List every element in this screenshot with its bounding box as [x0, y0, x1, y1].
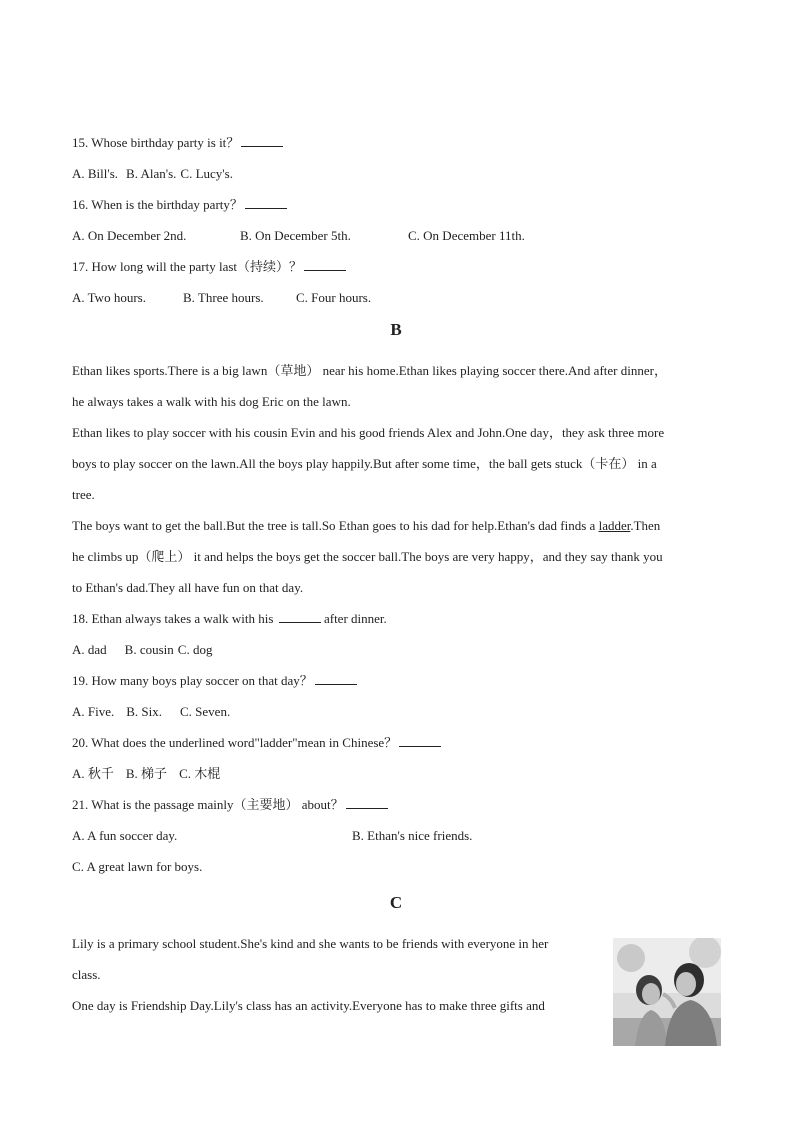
section-b-title: B [390, 320, 402, 339]
passage-b-line: Ethan likes sports.There is a big lawn（草地） near his home.Ethan likes playing soccer there.And after dinner， [72, 363, 667, 378]
passage-b-line: The boys want to get the ball.But the tree is tall.So Ethan goes to his dad for help.Ethan's dad finds a ladder.Then [72, 518, 661, 533]
options-15 [72, 164, 720, 195]
answer-blank [399, 733, 441, 747]
answer-blank [304, 257, 346, 271]
option-a: A. 秋千 [72, 766, 114, 781]
answer-blank [245, 195, 287, 209]
question-17: 17. How long will the party last（持续）？ [72, 257, 720, 288]
answer-blank [315, 671, 357, 685]
answer-blank [346, 795, 388, 809]
answer-blank [279, 609, 321, 623]
question-21: 21. What is the passage mainly（主要地） about？ [72, 795, 720, 826]
options-21-cont [72, 857, 720, 888]
question-20: 20. What does the underlined word"ladder"mean in Chinese？ [72, 733, 720, 764]
passage-b-line: he always takes a walk with his dog Eric on the lawn. [72, 394, 351, 409]
option-b: B. Ethan's nice friends. [352, 828, 473, 843]
option-c: C. 木棍 [179, 766, 221, 781]
option-a: A. dad [72, 642, 107, 657]
question-16: 16. When is the birthday party？ [72, 195, 720, 226]
option-c: C. Seven. [180, 704, 231, 719]
option-b: B. Three hours. [183, 290, 264, 305]
passage-b-line: tree. [72, 487, 95, 502]
option-b: B. Six. [126, 704, 163, 719]
option-b: B. cousin [124, 642, 174, 657]
options-21 [72, 826, 720, 857]
options-20 [72, 764, 720, 795]
passage-c-line: One day is Friendship Day.Lily's class has an activity.Everyone has to make three gifts and [72, 998, 545, 1013]
option-a: A. A fun soccer day. [72, 828, 178, 843]
option-a: A. On December 2nd. [72, 228, 187, 243]
options-19 [72, 702, 720, 733]
passage-b-line: Ethan likes to play soccer with his cousin Evin and his good friends Alex and John.One day，they ask three more [72, 425, 665, 440]
option-b: B. 梯子 [125, 766, 168, 781]
section-c-title: C [389, 893, 403, 912]
option-a: A. Five. [72, 704, 115, 719]
passage-b-line: he climbs up（爬上） it and helps the boys get the soccer ball.The boys are very happy，and they say thank you [72, 549, 663, 564]
answer-blank [241, 133, 283, 147]
option-c: C. Lucy's. [180, 166, 233, 181]
question-18: 18. Ethan always takes a walk with his after dinner. [72, 611, 387, 626]
option-a: A. Two hours. [72, 290, 146, 305]
passage-c-line: class. [72, 967, 101, 982]
passage-b-line: boys to play soccer on the lawn.All the boys play happily.But after some time，the ball gets stuck（卡在） in a [72, 456, 657, 471]
option-c: C. dog [177, 642, 213, 657]
options-17 [72, 288, 720, 319]
options-16 [72, 226, 720, 257]
option-c: C. Four hours. [296, 290, 372, 305]
option-c: C. On December 11th. [408, 228, 525, 243]
underlined-word-ladder: ladder [598, 518, 631, 533]
options-18 [72, 640, 720, 671]
option-c: C. A great lawn for boys. [72, 859, 203, 874]
question-19: 19. How many boys play soccer on that day？ [72, 671, 720, 702]
friendship-photo [613, 938, 721, 1046]
worksheet-content [72, 133, 720, 1027]
friendship-photo-illustration [613, 938, 721, 1046]
question-15: 15. Whose birthday party is it？ [72, 133, 720, 164]
passage-b-line: to Ethan's dad.They all have fun on that day. [72, 580, 304, 595]
option-b: B. Alan's. [126, 166, 177, 181]
option-a: A. Bill's. [72, 166, 119, 181]
passage-c-line: Lily is a primary school student.She's kind and she wants to be friends with everyone in her [72, 936, 549, 951]
option-b: B. On December 5th. [240, 228, 351, 243]
